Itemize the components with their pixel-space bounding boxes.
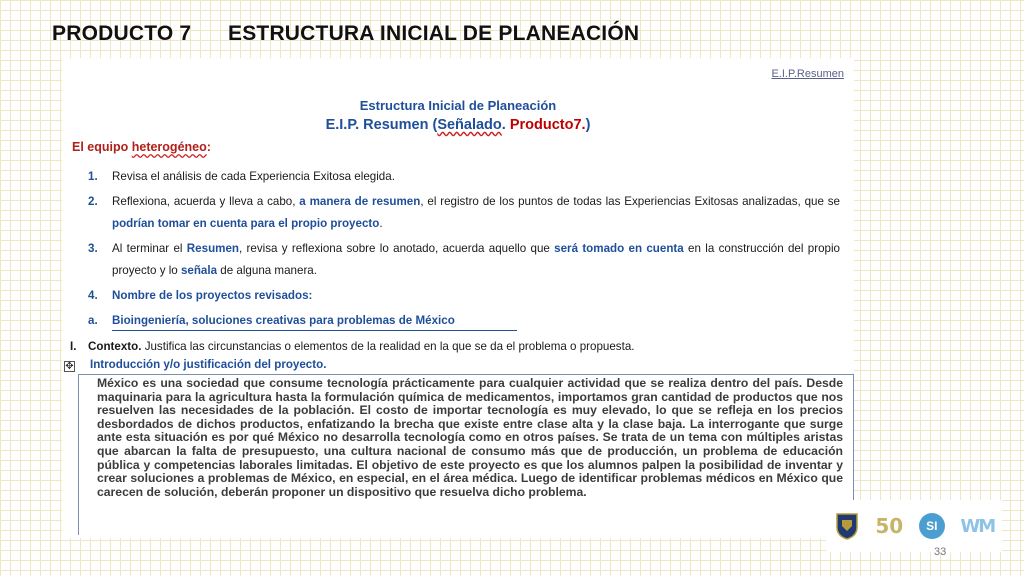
context-line bbox=[70, 340, 850, 353]
intro-text-box bbox=[78, 374, 854, 535]
step-emphasis: podrían tomar en cuenta para el propio proyecto bbox=[112, 217, 380, 230]
doc-heading-main: Estructura Inicial de Planeación bbox=[359, 98, 557, 113]
step-text: Revisa el análisis de cada Experiencia Exitosa elegida. bbox=[112, 170, 395, 183]
doc-heading-sub-end: ) bbox=[585, 117, 591, 133]
step-text: en la construcción del propio proyecto y lo bbox=[112, 242, 840, 277]
context-number: I. bbox=[70, 340, 77, 353]
project-item-a bbox=[88, 310, 840, 332]
doc-corner-label: E.I.P.Resumen bbox=[771, 68, 844, 80]
context-text: Justifica las circunstancias o elementos de la realidad en la que se da el problema o propuesta. bbox=[141, 340, 635, 353]
step-emphasis: señala bbox=[180, 264, 218, 277]
doc-heading-sub bbox=[62, 117, 854, 133]
si-logo: SI bbox=[919, 513, 945, 539]
step-4 bbox=[88, 285, 840, 307]
team-label-squiggle: heterogéneo bbox=[131, 140, 207, 154]
doc-heading-sub-squiggle: Señalado bbox=[437, 117, 502, 133]
table-move-handle-icon[interactable]: ✥ bbox=[65, 361, 74, 372]
step-emphasis: a manera de resumen bbox=[299, 195, 421, 208]
step-3 bbox=[88, 238, 840, 282]
slide-title-product: PRODUCTO 7 bbox=[52, 22, 192, 45]
step-1 bbox=[88, 166, 840, 188]
context-label: Contexto. bbox=[88, 340, 142, 353]
anniversary-logo: 50 bbox=[875, 514, 904, 538]
step-text: , revisa y reflexiona sobre lo anotado, acuerda aquello que bbox=[239, 242, 555, 255]
doc-heading-sub-mid: . bbox=[501, 117, 510, 133]
step-number: 1. bbox=[88, 170, 98, 183]
step-emphasis: será tomado en cuenta bbox=[554, 242, 684, 255]
step-number: 4. bbox=[88, 289, 98, 302]
step-text: Nombre de los proyectos revisados: bbox=[112, 289, 313, 302]
logo-strip bbox=[826, 500, 1002, 552]
intro-paragraph: México es una sociedad que consume tecnología prácticamente para cualquier actividad que se realiza dentro del país. Desde maquinaria para la agricultura hasta la formulación química de medicamentos, importamos gran cantidad de productos que nos resuelven las necesidades de la población. El costo de importar tecnología es muy elevado, lo que se refleja en los precios desbordados de dichos productos, enfatizando la brecha que existe entre clase alta y la clase baja. La interrogante que surge ante esta situación es por qué México no desarrolla tecnología como en otros países. Se trata de un tema con múltiples aristas que abarcan la falta de presupuesto, una cultura nacional de consumo más que de producción, un problema de educación pública y competencias laborales limitadas. El objetivo de este proyecto es que los alumnos palpen la posibilidad de inventar y crear soluciones a problemas de México, en especial, en el área médica. Luego de identificar problemas médicos en México que carecen de solución, deberán proponer un dispositivo que resuelva dicho problema. bbox=[97, 376, 843, 499]
step-number: 2. bbox=[88, 195, 98, 208]
step-number: 3. bbox=[88, 242, 98, 255]
step-text: Reflexiona, acuerda y lleva a cabo, bbox=[112, 195, 300, 208]
step-text: . bbox=[379, 217, 383, 230]
step-2 bbox=[88, 191, 840, 235]
doc-heading-sub-red: Producto7. bbox=[509, 117, 586, 133]
intro-heading: Introducción y/o justificación del proyecto. bbox=[90, 358, 327, 371]
step-emphasis: Resumen bbox=[186, 242, 239, 255]
university-crest-icon bbox=[834, 511, 860, 541]
slide-title bbox=[52, 22, 639, 46]
step-text: , el registro de los puntos de todas las Experiencias Exitosas analizadas, que se bbox=[420, 195, 840, 208]
team-label-end: : bbox=[206, 140, 211, 154]
step-text: Al terminar el bbox=[112, 242, 187, 255]
doc-heading-sub-prefix: E.I.P. Resumen ( bbox=[325, 117, 438, 133]
steps-list bbox=[88, 166, 840, 335]
document-screenshot bbox=[62, 58, 854, 538]
step-text: de alguna manera. bbox=[217, 264, 317, 277]
project-name: Bioingeniería, soluciones creativas para problemas de México bbox=[112, 312, 517, 331]
wm-logo: WM bbox=[960, 515, 995, 537]
slide-title-topic: ESTRUCTURA INICIAL DE PLANEACIÓN bbox=[228, 22, 640, 45]
item-letter: a. bbox=[88, 314, 98, 327]
team-label bbox=[72, 140, 211, 154]
team-label-prefix: El equipo bbox=[72, 140, 132, 154]
page-number: 33 bbox=[934, 546, 947, 558]
